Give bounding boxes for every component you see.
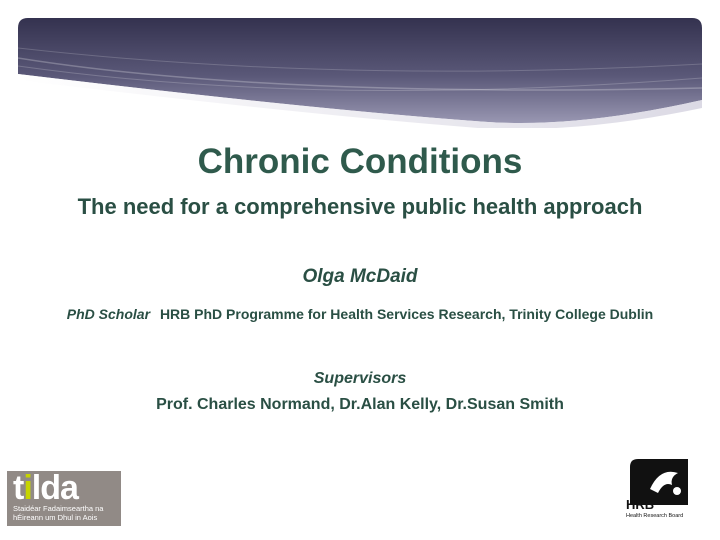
header-banner [18, 18, 702, 128]
hrb-logo [624, 459, 694, 525]
affiliation [40, 303, 680, 325]
tilda-wordmark: tilda [13, 471, 78, 507]
affiliation-role: PhD Scholar [66, 306, 151, 322]
hrb-letters: HRB [626, 497, 655, 512]
tilda-tagline: Staidéar Fadaimseartha na hÉireann um Dhul in Aois [13, 504, 104, 522]
hrb-caption: Health Research Board [626, 513, 684, 519]
slide-subtitle: The need for a comprehensive public health approach [77, 194, 643, 219]
supervisors-names: Prof. Charles Normand, Dr.Alan Kelly, Dr.Susan Smith [156, 396, 564, 413]
slide-title: Chronic Conditions [197, 142, 523, 181]
supervisors-heading: Supervisors [313, 370, 407, 387]
tilda-logo [7, 471, 121, 526]
author-name: Olga McDaid [302, 266, 418, 287]
title-block [0, 140, 720, 222]
affiliation-line: HRB PhD Programme for Health Services Research, Trinity College Dublin [159, 306, 654, 322]
